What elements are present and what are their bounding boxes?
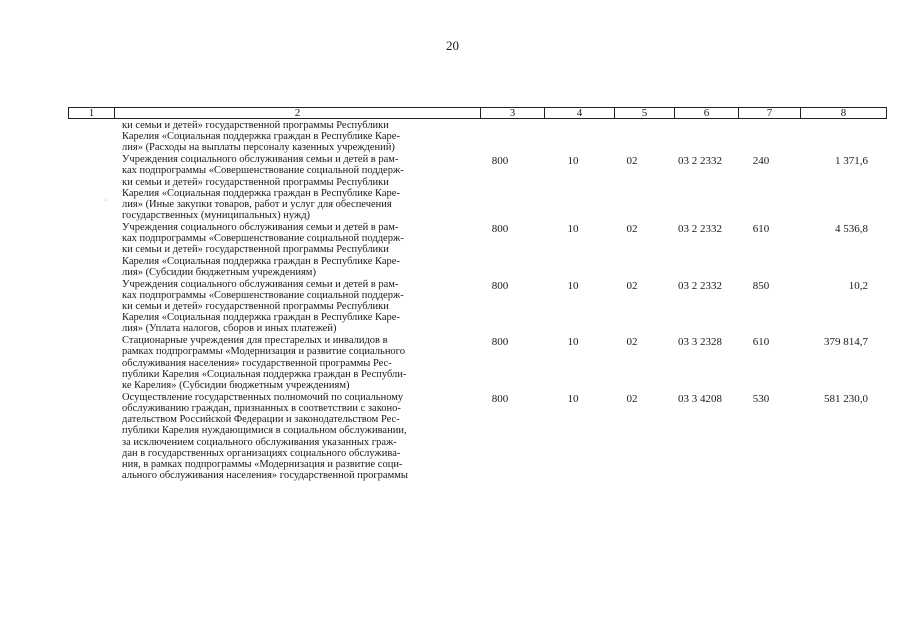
description-line: Стационарные учреждения для престарелых и инвалидов в xyxy=(122,335,388,347)
description-line: дательством Российской Федерации и законодательством Рес- xyxy=(122,414,400,426)
cell-c3: 800 xyxy=(491,392,509,405)
column-header-3: 3 xyxy=(481,108,545,119)
cell-c5: 02 xyxy=(626,155,638,168)
cell-c8: 581 230,0 xyxy=(824,392,868,405)
description-line: ки семьи и детей» государственной программы Республики xyxy=(122,244,389,256)
cell-c4: 10 xyxy=(567,155,579,168)
description-line: ке Карелия» (Субсидии бюджетным учреждениям) xyxy=(122,380,350,391)
cell-c7: 240 xyxy=(752,155,770,168)
column-header-5: 5 xyxy=(615,108,675,119)
row-description xyxy=(122,120,452,154)
cell-c8: 10,2 xyxy=(848,279,868,292)
description-line: ния, в рамках подпрограммы «Модернизация и развитие соци- xyxy=(122,459,403,471)
row-description xyxy=(122,154,452,221)
cell-c4: 10 xyxy=(567,223,579,235)
cell-c6: 03 3 2328 xyxy=(678,336,722,349)
column-header-4: 4 xyxy=(545,108,615,119)
cell-c5: 02 xyxy=(626,336,638,349)
description-line: Учреждения социального обслуживания семьи и детей в рам- xyxy=(122,278,399,290)
column-header-8: 8 xyxy=(801,108,887,119)
description-line: публики Карелия нуждающимися в социальном обслуживании, xyxy=(122,425,407,437)
description-line: лия» (Субсидии бюджетным учреждениям) xyxy=(122,266,316,278)
description-line: Учреждения социального обслуживания семьи и детей в рам- xyxy=(122,222,399,233)
cell-c3: 800 xyxy=(491,279,509,292)
row-description xyxy=(122,392,452,482)
description-line: Осуществление государственных полномочий по социальному xyxy=(122,391,404,403)
cell-c6: 03 3 4208 xyxy=(678,392,722,405)
description-line: лия» (Уплата налогов, сборов и иных платежей) xyxy=(122,323,337,335)
page-number: 20 xyxy=(446,38,459,53)
column-header-6: 6 xyxy=(675,108,739,119)
column-header-table xyxy=(68,107,887,119)
cell-c7: 530 xyxy=(752,392,770,405)
cell-c7: 610 xyxy=(752,223,770,235)
cell-c7: 610 xyxy=(752,336,770,349)
column-header-7: 7 xyxy=(739,108,801,119)
cell-c3: 800 xyxy=(491,155,509,168)
cell-c5: 02 xyxy=(626,223,638,235)
cell-c8: 379 814,7 xyxy=(824,336,868,349)
description-line: обслуживанию граждан, признанных в соответствии с законо- xyxy=(122,403,401,414)
cell-c5: 02 xyxy=(626,279,638,292)
cell-c8: 4 536,8 xyxy=(835,223,868,235)
description-line: Карелия «Социальная поддержка граждан в Республике Каре- xyxy=(122,187,400,199)
description-line: рамках подпрограммы «Модернизация и развитие социального xyxy=(122,346,405,358)
cell-c6: 03 2 2332 xyxy=(678,155,722,168)
cell-c8: 1 371,6 xyxy=(835,155,868,168)
description-line: Карелия «Социальная поддержка граждан в Республике Каре- xyxy=(122,131,400,143)
description-line: ки семьи и детей» государственной программы Республики xyxy=(122,120,389,131)
cell-c3: 800 xyxy=(491,223,509,235)
cell-c7: 850 xyxy=(752,279,770,292)
description-line: ках подпрограммы «Совершенствование социальной поддерж- xyxy=(122,289,404,301)
cell-c4: 10 xyxy=(567,336,579,349)
cell-c4: 10 xyxy=(567,279,579,292)
row-description xyxy=(122,222,452,278)
description-line: Учреждения социального обслуживания семьи и детей в рам- xyxy=(122,154,399,166)
column-header-1: 1 xyxy=(69,108,115,119)
margin-mark: · xyxy=(104,196,107,205)
description-line: Карелия «Социальная поддержка граждан в Республике Каре- xyxy=(122,255,400,267)
description-line: лия» (Иные закупки товаров, работ и услуг для обеспечения xyxy=(122,199,392,210)
description-line: Карелия «Социальная поддержка граждан в Республике Каре- xyxy=(122,312,400,324)
description-line: государственных (муниципальных) нужд) xyxy=(122,210,311,222)
description-line: дан в государственных организациях социального обслужива- xyxy=(122,447,401,459)
column-header-row xyxy=(69,108,887,119)
description-line: ки семьи и детей» государственной программы Республики xyxy=(122,176,389,188)
description-line: ки семьи и детей» государственной программы Республики xyxy=(122,301,389,312)
cell-c6: 03 2 2332 xyxy=(678,223,722,235)
description-line: публики Карелия «Социальная поддержка граждан в Республи- xyxy=(122,368,407,380)
row-description xyxy=(122,279,452,335)
row-description xyxy=(122,335,452,391)
cell-c6: 03 2 2332 xyxy=(678,279,722,292)
cell-c4: 10 xyxy=(567,392,579,405)
description-line: ках подпрограммы «Совершенствование социальной поддерж- xyxy=(122,165,404,177)
column-header-2: 2 xyxy=(115,108,481,119)
description-line: за исключением социального обслуживания указанных граж- xyxy=(122,436,397,448)
description-line: обслуживания населения» государственной программы Рес- xyxy=(122,357,392,369)
cell-c5: 02 xyxy=(626,392,638,405)
description-line: ального обслуживания населения» государственной программы xyxy=(122,470,408,482)
cell-c3: 800 xyxy=(491,336,509,349)
description-line: лия» (Расходы на выплаты персоналу казенных учреждений) xyxy=(122,142,395,154)
description-line: ках подпрограммы «Совершенствование социальной поддерж- xyxy=(122,233,404,245)
